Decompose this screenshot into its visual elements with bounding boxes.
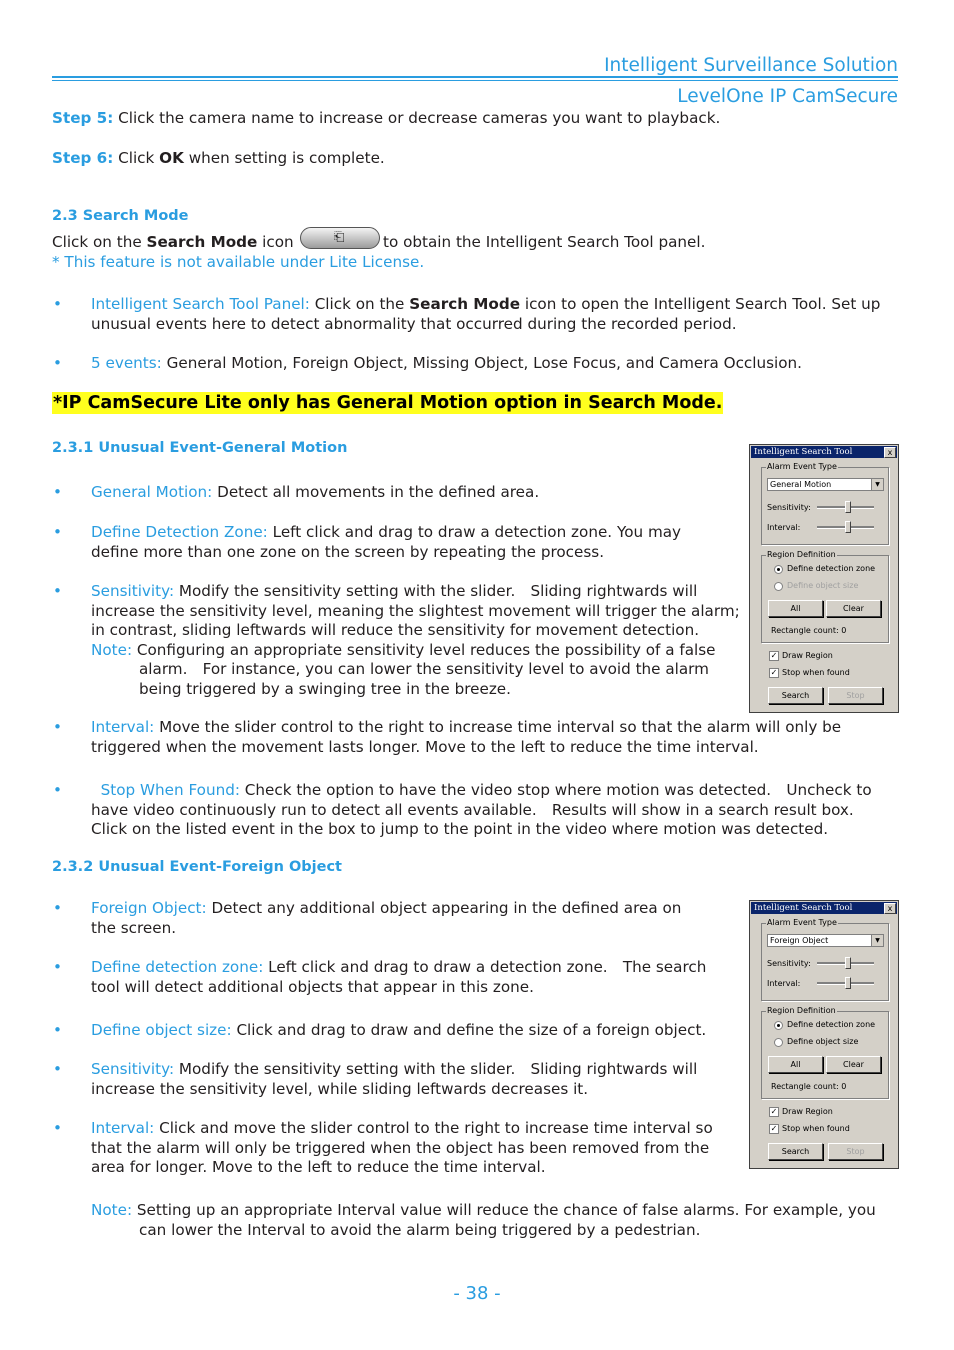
bullet-fo-define-detection-zone (91, 958, 706, 997)
bullet: • (53, 354, 62, 372)
text: Detect any additional object appearing in the defined area on (211, 899, 682, 917)
bullet-general-motion (91, 483, 539, 503)
text: increase the sensitivity level, meaning the slightest movement will trigger the alarm; (91, 601, 740, 620)
text: Detect all movements in the defined area. (217, 483, 540, 501)
text: Configuring an appropriate sensitivity level reduces the possibility of a false (136, 640, 716, 659)
text: Click on the listed event in the box to jump to the point in the video where motion was detected. (91, 820, 829, 838)
bullet: • (53, 1021, 62, 1039)
interval-slider[interactable] (817, 982, 874, 985)
text: tool will detect additional objects that appear in this zone. (91, 977, 534, 996)
bullet: • (53, 483, 62, 501)
clear-button[interactable]: Clear (826, 600, 881, 617)
dialog-titlebar: Intelligent Search Tool (751, 446, 897, 458)
bullet: • (53, 1060, 62, 1078)
intro-bold: Search Mode (146, 233, 258, 251)
slider-thumb[interactable] (845, 521, 851, 533)
rectangle-count: Rectangle count: 0 (771, 626, 847, 635)
bullet-interval (91, 718, 841, 757)
slider-thumb[interactable] (845, 501, 851, 513)
sensitivity-slider[interactable] (817, 506, 874, 509)
section-heading-search-mode: 2.3 Search Mode (52, 208, 189, 224)
term: Sensitivity: (91, 582, 175, 600)
radio-label: Define object size (787, 1037, 859, 1046)
bullet: • (53, 718, 62, 736)
highlight-text: *IP CamSecure Lite only has General Motion option in Search Mode. (53, 393, 723, 413)
text: alarm. For instance, you can lower the sensitivity level to avoid the alarm (139, 660, 709, 678)
step-5-label: Step 5: (52, 109, 114, 127)
slider-thumb[interactable] (845, 977, 851, 989)
header-rule (52, 76, 898, 78)
section-heading-general-motion: 2.3.1 Unusual Event-General Motion (52, 440, 348, 456)
text: Setting up an appropriate Interval value will reduce the chance of false alarms. For example, you (136, 1201, 876, 1219)
draw-region-label: Draw Region (782, 1107, 833, 1116)
bullet-5-events (91, 354, 802, 374)
interval-label: Interval: (767, 979, 801, 988)
term: Sensitivity: (91, 1060, 175, 1078)
bold: Search Mode (409, 295, 521, 313)
alarm-event-group (761, 918, 889, 1001)
radio-label: Define detection zone (787, 1020, 876, 1029)
text: Click on the (314, 295, 405, 313)
bullet: • (53, 781, 62, 799)
radio-label: Define detection zone (787, 564, 876, 573)
note-term: Note: (91, 640, 133, 659)
bullet-define-object-size (91, 1021, 706, 1041)
text: Modify the sensitivity setting with the slider. Sliding rightwards will (178, 1060, 698, 1078)
term: General Motion: (91, 483, 213, 501)
search-tool-dialog-general-motion (749, 444, 899, 713)
stop-when-found-label: Stop when found (782, 1124, 850, 1133)
text: have video continuously run to detect all events available. Results will show in a search result box. (91, 800, 854, 819)
bullet-fo-sensitivity (91, 1060, 697, 1099)
radio-detection-zone[interactable] (774, 1021, 783, 1030)
text: triggered when the movement lasts longer. Move to the left to reduce the time interval. (91, 737, 759, 756)
text: Check the option to have the video stop where motion was detected. Uncheck to (244, 781, 872, 799)
bullet-search-tool-panel (91, 295, 901, 334)
step-6-bold: OK (159, 149, 184, 167)
draw-region-label: Draw Region (782, 651, 833, 660)
search-tool-dialog-foreign-object (749, 900, 899, 1169)
search-button[interactable]: Search (768, 1143, 823, 1160)
all-button[interactable]: All (768, 1056, 823, 1073)
section-heading-foreign-object: 2.3.2 Unusual Event-Foreign Object (52, 859, 342, 875)
bullet: • (53, 295, 62, 313)
text: being triggered by a swinging tree in the breeze. (139, 679, 511, 698)
step-6-pre: Click (118, 149, 155, 167)
slider-thumb[interactable] (845, 957, 851, 969)
event-type-select[interactable] (767, 934, 884, 947)
bullet: • (53, 523, 62, 541)
group-label: Alarm Event Type (767, 918, 837, 927)
text: area for longer. Move to the left to reduce the time interval. (91, 1158, 546, 1176)
region-definition-group (761, 550, 889, 643)
term: Define Detection Zone: (91, 523, 268, 541)
group-label: Region Definition (767, 1006, 836, 1015)
group-label: Region Definition (767, 550, 836, 559)
page-number: - 38 - (453, 1283, 501, 1304)
term: Foreign Object: (91, 899, 207, 917)
bullet: • (53, 582, 62, 600)
clear-button[interactable]: Clear (826, 1056, 881, 1073)
search-button[interactable]: Search (768, 687, 823, 704)
stop-button[interactable]: Stop (828, 1143, 883, 1160)
stop-when-found-checkbox[interactable]: ✓ (770, 668, 778, 677)
group-label: Alarm Event Type (767, 462, 837, 471)
text: Left click and drag to draw a detection zone. The search (268, 958, 707, 976)
term: Stop When Found: (100, 781, 240, 799)
chevron-down-icon: ▼ (871, 479, 883, 490)
text: unusual events here to detect abnormality that occurred during the recorded period. (91, 314, 737, 333)
radio-label: Define object size (787, 581, 859, 590)
lite-license-note: * This feature is not available under Lite License. (52, 253, 425, 271)
text: in contrast, sliding leftwards will reduce the sensitivity for movement detection. (91, 621, 700, 639)
text: increase the sensitivity level, while sliding leftwards decreases it. (91, 1079, 589, 1098)
search-mode-intro (52, 233, 294, 253)
draw-region-checkbox[interactable]: ✓ (770, 651, 778, 660)
term: Define detection zone: (91, 958, 264, 976)
bullet-foreign-object (91, 899, 681, 938)
event-type-value: Foreign Object (770, 936, 829, 945)
sensitivity-label: Sensitivity: (767, 503, 811, 512)
draw-region-checkbox[interactable]: ✓ (770, 1107, 778, 1116)
header-subtitle: LevelOne IP CamSecure (677, 86, 898, 107)
step-6-post: when setting is complete. (188, 149, 385, 167)
step-6 (52, 149, 385, 169)
step-5 (52, 109, 720, 129)
bullet: • (53, 1119, 62, 1137)
text: Click and drag to draw and define the size of a foreign object. (236, 1021, 707, 1039)
intro-pre: Click on the (52, 233, 142, 251)
bullet-stop-when-found (91, 781, 872, 840)
lite-highlight-notice (52, 393, 723, 413)
radio-object-size[interactable] (774, 1038, 783, 1047)
term: Interval: (91, 1119, 155, 1137)
fo-note (91, 1201, 876, 1240)
alarm-event-group (761, 462, 889, 545)
intro-post: to obtain the Intelligent Search Tool panel. (383, 233, 706, 251)
step-6-label: Step 6: (52, 149, 114, 167)
stop-button[interactable]: Stop (828, 687, 883, 704)
bullet-sensitivity (91, 582, 740, 699)
search-mode-button[interactable] (300, 227, 380, 249)
bullet: • (53, 899, 62, 917)
text: define more than one zone on the screen by repeating the process. (91, 542, 605, 561)
stop-when-found-checkbox[interactable]: ✓ (770, 1124, 778, 1133)
text: can lower the Interval to avoid the alarm being triggered by a pedestrian. (139, 1220, 701, 1239)
term: Define object size: (91, 1021, 232, 1039)
stop-when-found-label: Stop when found (782, 668, 850, 677)
region-definition-group (761, 1006, 889, 1099)
close-icon[interactable]: x (884, 903, 896, 914)
text: Click and move the slider control to the right to increase time interval so (159, 1119, 713, 1137)
interval-label: Interval: (767, 523, 801, 532)
text: Left click and drag to draw a detection zone. You may (272, 523, 682, 541)
search-mode-icon: ⎗ (334, 230, 345, 245)
text: Move the slider control to the right to increase time interval so that the alarm will only be (159, 718, 842, 736)
event-type-value: General Motion (770, 480, 832, 489)
note-term: Note: (91, 1201, 133, 1219)
bullet-define-detection-zone (91, 523, 681, 562)
intro-mid: icon (262, 233, 294, 251)
text: icon to open the Intelligent Search Tool. Set up (524, 295, 881, 313)
header-rule-thin (52, 80, 898, 81)
bullet: • (53, 958, 62, 976)
term: 5 events: (91, 354, 162, 372)
dialog-titlebar: Intelligent Search Tool (751, 902, 897, 914)
radio-object-size[interactable] (774, 582, 783, 591)
header-title: Intelligent Surveillance Solution (604, 55, 898, 76)
rectangle-count: Rectangle count: 0 (771, 1082, 847, 1091)
chevron-down-icon: ▼ (871, 935, 883, 946)
close-icon[interactable]: x (884, 447, 896, 458)
all-button[interactable]: All (768, 600, 823, 617)
text: that the alarm will only be triggered when the object has been removed from the (91, 1138, 710, 1157)
text: the screen. (91, 918, 177, 937)
step-5-text: Click the camera name to increase or decrease cameras you want to playback. (118, 109, 721, 127)
bullet-fo-interval (91, 1119, 713, 1178)
radio-detection-zone[interactable] (774, 565, 783, 574)
term: Interval: (91, 718, 155, 736)
term: Intelligent Search Tool Panel: (91, 295, 310, 313)
sensitivity-slider[interactable] (817, 962, 874, 965)
sensitivity-label: Sensitivity: (767, 959, 811, 968)
interval-slider[interactable] (817, 526, 874, 529)
text: Modify the sensitivity setting with the slider. Sliding rightwards will (178, 582, 698, 600)
text: General Motion, Foreign Object, Missing Object, Lose Focus, and Camera Occlusion. (166, 354, 802, 372)
event-type-select[interactable] (767, 478, 884, 491)
